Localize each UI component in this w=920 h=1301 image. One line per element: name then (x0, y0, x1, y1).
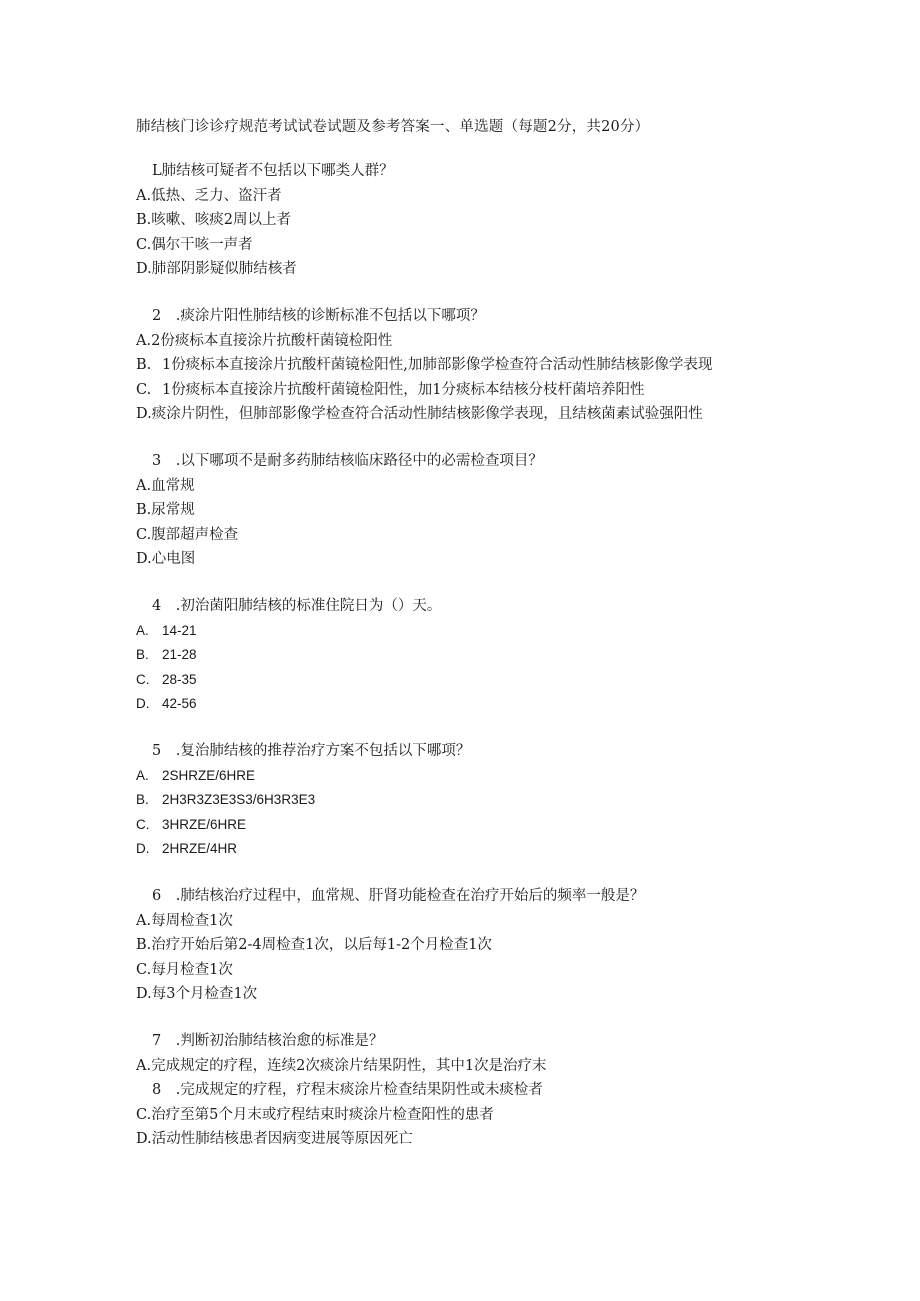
option-letter: A. (136, 767, 149, 783)
option-text: 21-28 (162, 647, 197, 662)
option-letter: B. (136, 212, 152, 228)
option-c (136, 233, 796, 258)
question-stem: 4 .初治菌阳肺结核的标准住院日为（）天。 (152, 598, 442, 614)
option-text: 尿常规 (151, 502, 195, 518)
option-letter: C. (136, 816, 150, 832)
option-letter: C. (136, 1106, 152, 1123)
option-text: 2HRZE/4HR (162, 841, 238, 856)
question-6 (136, 884, 796, 1007)
option-d (136, 837, 796, 862)
option-a (136, 619, 796, 644)
option-c (136, 1103, 796, 1128)
option-text: 2SHRZE/6HRE (162, 767, 256, 783)
option-d (136, 402, 796, 427)
question-2 (136, 304, 796, 427)
option-text: 低热、乏力、盗汗者 (151, 187, 282, 204)
option-a (136, 1054, 796, 1079)
option-c (136, 813, 796, 838)
option-letter: C. (136, 526, 152, 543)
option-letter: A. (136, 912, 152, 929)
question-3 (136, 449, 796, 572)
question-stem: 2 .痰涂片阳性肺结核的诊断标准不包括以下哪项？ (152, 308, 485, 324)
option-letter: B. (136, 792, 149, 807)
option-b (136, 498, 796, 523)
option-text: 42-56 (162, 696, 197, 711)
option-letter: D. (136, 261, 152, 277)
option-letter: D. (136, 551, 152, 567)
option-letter: B. (136, 647, 149, 662)
option-letter: A. (136, 1057, 152, 1074)
option-d (136, 1127, 796, 1152)
option-text: 每周检查1次 (151, 912, 233, 929)
question-stem: 7 .判断初治肺结核治愈的标准是？ (152, 1033, 384, 1049)
option-text: 腹部超声检查 (151, 526, 239, 543)
option-text: 2份痰标本直接涂片抗酸杆菌镜检阳性 (151, 332, 393, 349)
option-text: 肺部阴影疑似肺结核者 (151, 261, 297, 277)
option-d (136, 692, 796, 717)
option-b (136, 1078, 796, 1103)
option-letter: B. (136, 937, 152, 953)
option-letter: D. (136, 841, 150, 856)
option-letter: C. (136, 381, 152, 398)
option-text: 治疗开始后第2-4周检查1次，以后每1-2个月检查1次 (151, 937, 492, 953)
option-text: 1份痰标本直接涂片抗酸杆菌镜检阳性,加肺部影像学检查符合活动性肺结核影像学表现 (162, 357, 713, 373)
option-letter: D. (136, 406, 152, 422)
question-stem: 6 .肺结核治疗过程中，血常规、肝肾功能检查在治疗开始后的频率一般是？ (152, 888, 645, 904)
option-b (136, 643, 796, 668)
option-text: 血常规 (151, 477, 195, 494)
option-text: .完成规定的疗程，疗程末痰涂片检查结果阴性或未痰检者 (161, 1082, 543, 1098)
option-text: 每3个月检查1次 (151, 986, 258, 1002)
option-d (136, 547, 796, 572)
option-text: 3HRZE/6HRE (162, 816, 247, 832)
option-a (136, 474, 796, 499)
option-c (136, 523, 796, 548)
option-b (136, 933, 796, 958)
option-text: 1份痰标本直接涂片抗酸杆菌镜检阳性，加1分痰标本结核分枝杆菌培养阳性 (162, 381, 645, 398)
question-stem: L肺结核可疑者不包括以下哪类人群？ (152, 163, 394, 179)
option-b (136, 788, 796, 813)
page-title: 肺结核门诊诊疗规范考试试卷试题及参考答案一、单选题（每题2分，共20分） (136, 119, 650, 135)
option-letter: 8 (152, 1082, 162, 1098)
option-d (136, 257, 796, 282)
question-7 (136, 1029, 796, 1152)
option-text: 治疗至第5个月末或疗程结束时痰涂片检查阳性的患者 (151, 1106, 494, 1123)
option-text: 28-35 (162, 671, 197, 687)
option-text: 痰涂片阴性，但肺部影像学检查符合活动性肺结核影像学表现，且结核菌素试验强阳性 (151, 406, 703, 422)
question-4 (136, 594, 796, 717)
option-letter: C. (136, 236, 152, 253)
question-stem: 5 .复治肺结核的推荐治疗方案不包括以下哪项？ (152, 743, 471, 759)
option-text: 偶尔干咳一声者 (151, 236, 253, 253)
option-letter: D. (136, 986, 152, 1002)
option-letter: A. (136, 477, 152, 494)
option-letter: A. (136, 332, 152, 349)
question-5 (136, 739, 796, 862)
option-d (136, 982, 796, 1007)
option-text: 活动性肺结核患者因病变进展等原因死亡 (151, 1131, 413, 1147)
question-1 (136, 159, 796, 282)
option-c (136, 668, 796, 693)
option-b (136, 208, 796, 233)
question-stem: 3 .以下哪项不是耐多药肺结核临床路径中的必需检查项目？ (152, 453, 543, 469)
option-letter: A. (136, 187, 152, 204)
option-letter: D. (136, 1131, 152, 1147)
option-text: 心电图 (151, 551, 196, 567)
option-text: 完成规定的疗程，连续2次痰涂片结果阴性，其中1次是治疗末 (151, 1057, 547, 1074)
option-letter: C. (136, 961, 152, 978)
option-a (136, 329, 796, 354)
option-text: 每月检查1次 (151, 961, 233, 978)
option-a (136, 184, 796, 209)
option-text: 咳嗽、咳痰2周以上者 (151, 212, 291, 228)
option-letter: B. (136, 357, 152, 373)
option-b (136, 353, 796, 378)
option-letter: C. (136, 671, 150, 687)
option-letter: D. (136, 696, 150, 711)
option-letter: A. (136, 622, 149, 638)
option-a (136, 909, 796, 934)
option-a (136, 764, 796, 789)
option-text: 14-21 (162, 622, 197, 638)
option-c (136, 378, 796, 403)
option-c (136, 958, 796, 983)
option-text: 2H3R3Z3E3S3/6H3R3E3 (162, 792, 316, 807)
question-list (136, 159, 796, 1174)
option-letter: B. (136, 502, 152, 518)
